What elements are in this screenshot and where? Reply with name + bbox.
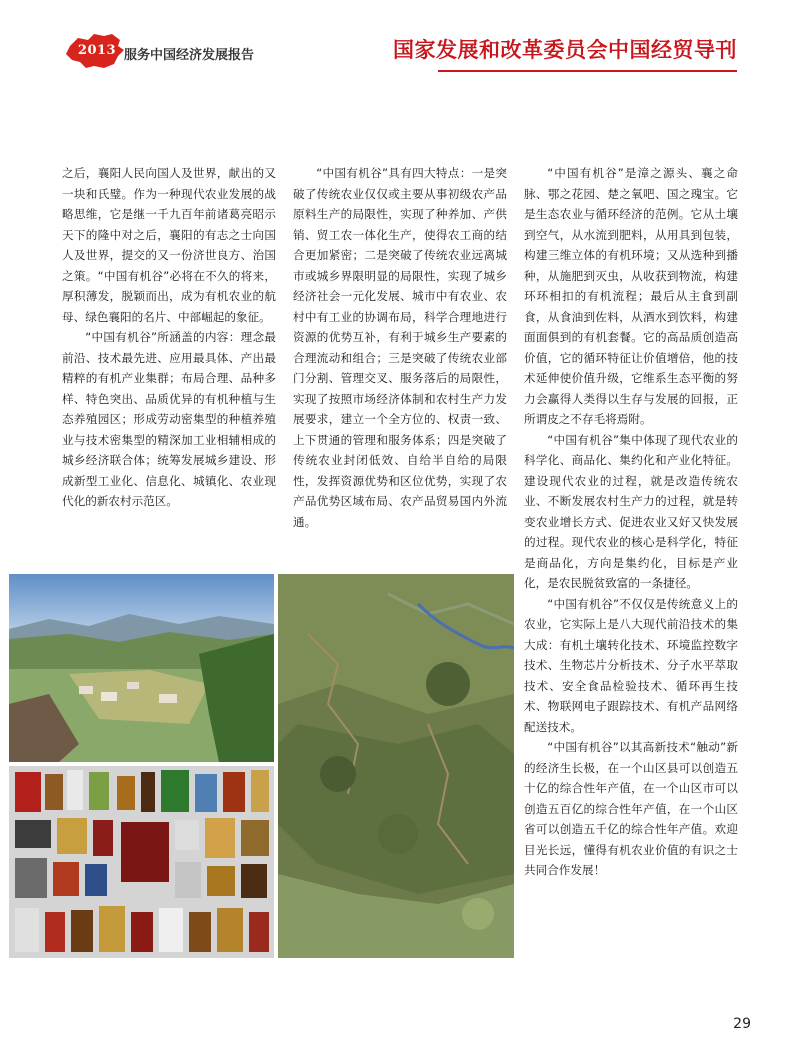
paragraph: 之后，襄阳人民向国人及世界，献出的又一块和氏璧。作为一种现代农业发展的战略思维，它是继一千九百年前诸葛亮昭示天下的隆中对之后，襄阳的有志之士向国人及世界，提交的又一份济世良方、治国之策。“中国有机谷”必将在不久的将来，厚积薄发，脱颖而出，成为有机农业的航母、绿色襄阳的名片、中部崛起的象征。: [62, 166, 276, 324]
header-divider: [438, 70, 737, 72]
satellite-terrain-photo: [278, 574, 514, 958]
journal-title: 国家发展和改革委员会中国经贸导刊: [393, 37, 737, 62]
article-column-2: [293, 163, 507, 532]
satellite-illustration: [278, 574, 514, 958]
organic-products-collage-photo: [9, 766, 274, 958]
report-subtitle: 服务中国经济发展报告: [124, 48, 255, 63]
landscape-illustration: [9, 574, 274, 762]
page-number: 29: [733, 1016, 751, 1032]
paragraph: “中国有机谷”是漳之源头、襄之命脉、鄂之花园、楚之氧吧、国之瑰宝。它是生态农业与循环经济的范例。它从土壤到空气，从水流到肥料，从用具到包装，构建三维立体的有机环境；又从选种到播种，从施肥到灭虫，从收获到物流，构建环环相扣的有机流程；最后从主食到副食，从食油到佐料，从酒水到饮料，构建面面俱到的有机套餐。它的高品质创造高价值，它的循环特征让价值增倍，他的技术延伸使价值升级，它维系生态平衡的努力会赢得人类得以生存与发展的回报，正所谓皮之不存毛将焉附。: [524, 166, 738, 426]
products-illustration: [9, 766, 274, 958]
paragraph: “中国有机谷”以其高新技术“触动”新的经济生长极，在一个山区县可以创造五十亿的综合性年产值，在一个山区市可以创造五百亿的综合性年产值，在一个山区省可以创造五千亿的综合性年产值。欢迎目光长远，懂得有机农业价值的有识之士共同合作发展！: [524, 740, 738, 877]
paragraph: “中国有机谷”所涵盖的内容：理念最前沿、技术最先进、应用最具体、产出最精粹的有机产业集群；布局合理、品种多样、特色突出、品质优异的有机种植与生态养殖园区；形成劳动密集型的种植养殖业与技术密集型的精深加工业相辅相成的城乡经济联合体；统筹发展城乡建设、形成新型工业化、信息化、城镇化、农业现代化的新农村示范区。: [62, 330, 276, 508]
paragraph: “中国有机谷”不仅仅是传统意义上的农业，它实际上是八大现代前沿技术的集大成：有机土壤转化技术、环境监控数字技术、生物芯片分析技术、分子水平萃取技术、安全食品检验技术、循环再生技术、物联网电子跟踪技术、有机产品网络配送技术。: [524, 596, 738, 734]
report-year: 2013: [77, 43, 117, 58]
valley-landscape-photo: [9, 574, 274, 762]
paragraph: “中国有机谷”具有四大特点：一是突破了传统农业仅仅或主要从事初级农产品原料生产的局限性，实现了种养加、产供销、贸工农一体化生产，使得农工商的结合更加紧密；二是突破了传统农业远离城市或城乡界限明显的局限性，实现了城乡经济社会一元化发展、城市中有农业、农村中有工业的协调布局，科学合理地进行资源的优势互补，有利于城乡生产要素的合理流动和组合；三是突破了传统农业部门分割、管理交叉、服务落后的局限性，实现了按照市场经济体制和农村生产力发展要求，建立一个全方位的、权责一致、上下贯通的管理和服务体系；四是突破了传统农业封闭低效、自给半自给的局限性，发挥资源优势和区位优势，实现了农产品优势区域布局、农产品贸易国内外流通。: [293, 166, 507, 529]
article-column-3: [524, 163, 738, 881]
paragraph: “中国有机谷”集中体现了现代农业的科学化、商品化、集约化和产业化特征。建设现代农业的过程，就是改造传统农业、不断发展农村生产力的过程，就是转变农业增长方式、促进农业又好又快发展的过程。现代农业的核心是科学化，特征是商品化，方向是集约化，目标是产业化，是农民脱贫致富的一条捷径。: [524, 432, 738, 590]
article-column-1: [62, 163, 276, 512]
